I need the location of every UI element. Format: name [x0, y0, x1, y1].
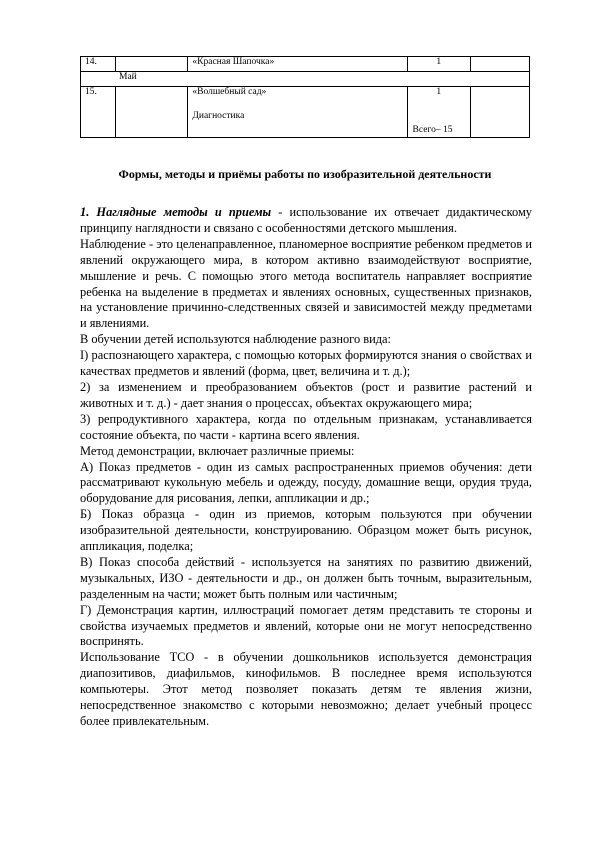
lesson-count-cell — [407, 87, 470, 138]
lesson-count: 1 — [436, 87, 442, 97]
lesson-title: «Волшебный сад» — [192, 87, 267, 97]
paragraph-text: - использование их отвечает дидактическому принципу наглядности и связано с особенностями детского мышления. — [80, 205, 532, 235]
lesson-count: 1 — [407, 57, 470, 72]
month-label: Май — [81, 72, 530, 87]
paragraph: I) распознающего характера, с помощью которых формируются знания о свойствах и качествах предметов и явлений (форма, цвет, величина и т. д.); — [80, 348, 532, 379]
lesson-plan-table — [80, 56, 530, 138]
total-count: Всего– 15 — [412, 125, 453, 135]
lesson-title: «Красная Шапочка» — [188, 57, 407, 72]
table-row — [81, 87, 530, 138]
paragraph: Г) Демонстрация картин, иллюстраций помогает детям представить те стороны и свойства изучаемых предметов и явлений, которые они не могут непосредственно воспринять. — [80, 602, 532, 649]
table-row — [81, 72, 530, 87]
paragraph: 3) репродуктивного характера, когда по отдельным признакам, устанавливается состояние объекта, по части - картина всего явления. — [80, 411, 532, 442]
section-heading: Формы, методы и приёмы работы по изобразительной деятельности — [118, 167, 492, 181]
empty-cell — [116, 87, 188, 138]
paragraph — [80, 205, 532, 237]
empty-cell — [470, 57, 529, 72]
paragraph: Наблюдение - это целенаправленное, планомерное восприятие ребенком предметов и явлений окружающего мира, в котором активно взаимодействуют восприятие, мышление и речь. С помощью этого метода воспитатель направляет восприятие ребенка на выделение в предметах и явлениях основных, существенных признаков, на установление причинно-следственных связей и зависимостей между предметами и явлениями. — [80, 236, 532, 331]
paragraph: В) Показ способа действий - используется на занятиях по развитию движений, музыкальных, ИЗО - деятельности и др., он должен быть точным, выразительным, разделенным на части; может быть полным или частичным; — [80, 554, 532, 601]
document-body — [80, 205, 532, 730]
empty-cell — [116, 57, 188, 72]
lesson-subtitle: Диагностика — [192, 111, 245, 121]
paragraph: Метод демонстрации, включает различные приемы: — [80, 443, 355, 458]
paragraph: Использование ТСО - в обучении дошкольников используется демонстрация диапозитивов, диафильмов, кинофильмов. В последнее время используются компьютеры. Этот метод позволяет показать детям те явления жизни, непосредственное знакомство с которыми невозможно; делает учебный процесс более привлекательным. — [80, 650, 532, 728]
table-row — [81, 57, 530, 72]
paragraph: 2) за изменением и преобразованием объектов (рост и развитие растений и животных и т. д.) - дает знания о процессах, объектах окружающего мира; — [80, 379, 532, 410]
paragraph-emphasis: 1. Наглядные методы и приемы — [80, 205, 272, 219]
lesson-number: 14. — [81, 57, 116, 72]
paragraph: А) Показ предметов - один из самых распространенных приемов обучения: дети рассматривают кукольную мебель и одежду, посуду, домашние вещи, орудия труда, оборудование для рисования, лепки, аппликации и др.; — [80, 459, 532, 506]
lesson-number: 15. — [81, 87, 116, 138]
lesson-title-cell — [188, 87, 407, 138]
paragraph: Б) Показ образца - один из приемов, которым пользуются при обучении изобразительной деятельности, конструированию. Образцом может быть рисунок, аппликация, поделка; — [80, 507, 532, 554]
empty-cell — [470, 87, 529, 138]
paragraph: В обучении детей используются наблюдение разного вида: — [80, 332, 391, 347]
